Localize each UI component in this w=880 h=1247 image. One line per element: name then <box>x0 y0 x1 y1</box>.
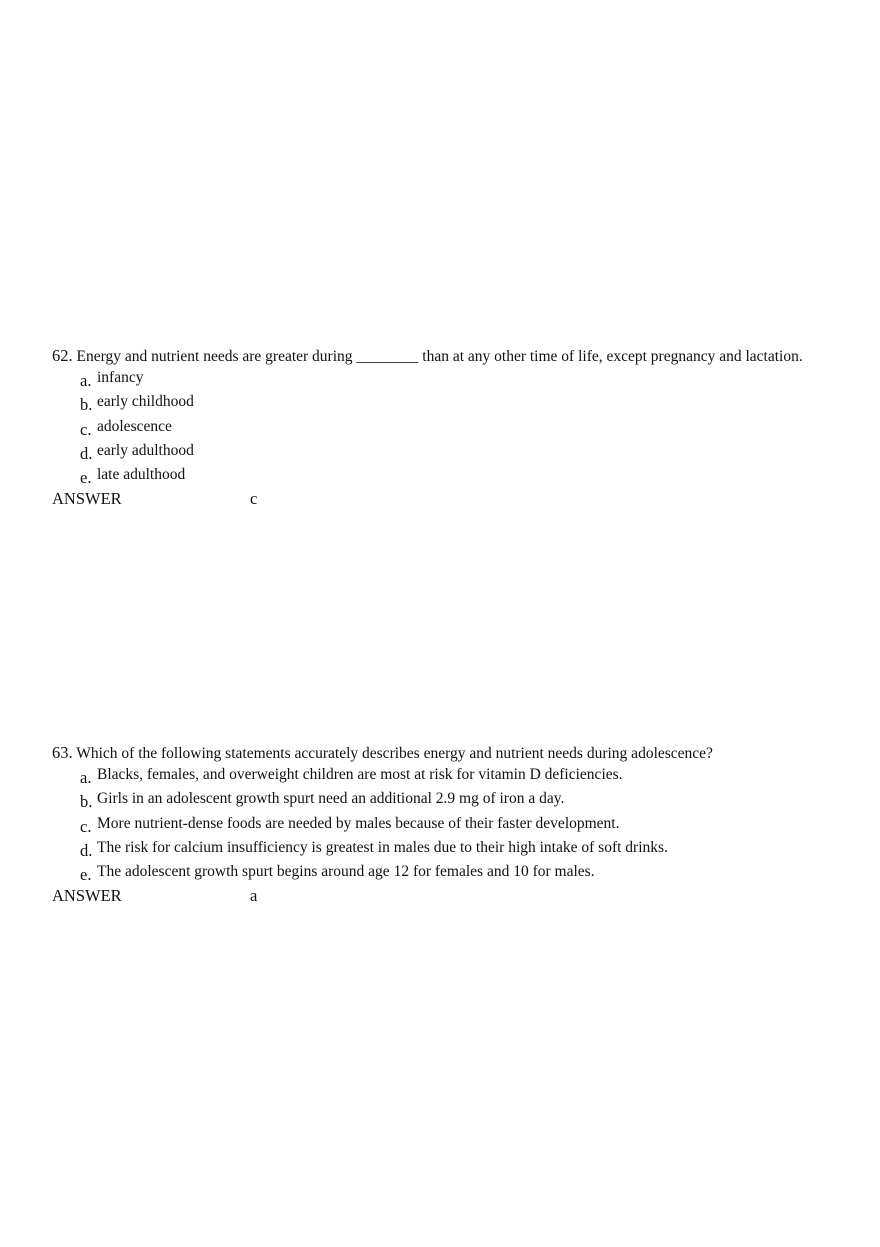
option-c <box>52 813 852 837</box>
option-d <box>52 440 852 464</box>
option-letter: b. <box>80 395 93 415</box>
option-c <box>52 416 852 440</box>
option-b <box>52 788 852 812</box>
option-text: Girls in an adolescent growth spurt need an additional 2.9 mg of iron a day. <box>97 790 565 808</box>
option-letter: e. <box>80 468 92 488</box>
option-letter: b. <box>80 792 93 812</box>
question-number: 62. <box>52 346 73 365</box>
option-text: The adolescent growth spurt begins around age 12 for females and 10 for males. <box>97 863 595 881</box>
option-text: The risk for calcium insufficiency is greatest in males due to their high intake of soft drinks. <box>97 838 668 856</box>
option-letter: c. <box>80 816 92 836</box>
question-63 <box>52 743 852 907</box>
answer-options <box>52 367 852 488</box>
option-d <box>52 837 852 861</box>
answer-row <box>52 488 852 510</box>
answer-label: ANSWER <box>52 886 122 906</box>
question-stem <box>52 346 852 367</box>
question-text: Which of the following statements accurately describes energy and nutrient needs during adolescence? <box>76 745 713 762</box>
option-e <box>52 861 852 885</box>
option-text: Blacks, females, and overweight children are most at risk for vitamin D deficiencies. <box>97 766 623 783</box>
option-letter: d. <box>80 443 93 463</box>
option-text: early adulthood <box>97 441 194 459</box>
option-b <box>52 391 852 415</box>
answer-row <box>52 885 852 907</box>
option-text: late adulthood <box>97 466 186 484</box>
option-a <box>52 367 852 391</box>
answer-label: ANSWER <box>52 489 122 509</box>
answer-value: c <box>250 489 258 509</box>
option-text: adolescence <box>97 417 172 435</box>
option-text: early childhood <box>97 393 194 411</box>
option-letter: e. <box>80 865 92 885</box>
option-letter: a. <box>80 768 92 787</box>
option-letter: c. <box>80 419 92 439</box>
option-e <box>52 464 852 488</box>
question-stem <box>52 743 852 764</box>
question-text: Energy and nutrient needs are greater during ________ than at any other time of life, except pregnancy and lactation. <box>76 348 803 365</box>
question-number: 63. <box>52 743 73 762</box>
answer-value: a <box>250 886 258 906</box>
answer-options <box>52 764 852 885</box>
option-letter: a. <box>80 371 92 390</box>
option-a <box>52 764 852 788</box>
option-letter: d. <box>80 840 93 860</box>
option-text: infancy <box>97 369 144 386</box>
option-text: More nutrient-dense foods are needed by males because of their faster development. <box>97 814 620 832</box>
question-62 <box>52 346 852 510</box>
